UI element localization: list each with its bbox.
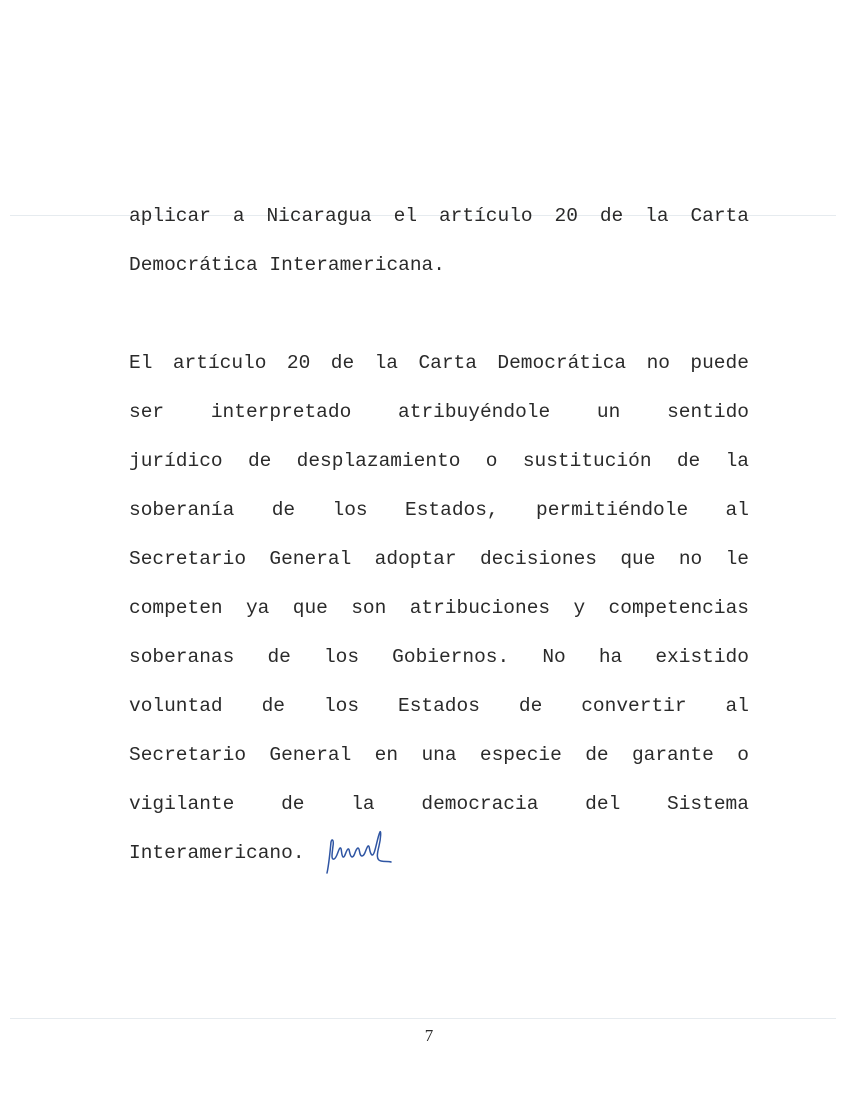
word: jurídico [129, 450, 223, 472]
word: especie [479, 744, 562, 766]
text-line [129, 731, 749, 780]
word: al [725, 499, 749, 521]
text-line [129, 633, 749, 682]
word: de [599, 205, 624, 227]
handwritten-signature-icon [317, 828, 397, 878]
word: artículo [172, 352, 267, 374]
word: de [585, 744, 609, 766]
word: interpretado [210, 401, 352, 423]
word: Secretario [129, 744, 247, 766]
line-text: Democrática Interamericana. [129, 254, 445, 276]
word: 20 [554, 205, 578, 227]
word: de [281, 793, 305, 815]
word: la [351, 793, 375, 815]
word: sentido [667, 401, 749, 423]
word: de [676, 450, 701, 472]
text-line [129, 437, 749, 486]
word: El [129, 352, 153, 374]
word: ser [129, 401, 165, 423]
text-line [129, 535, 749, 584]
word: aplicar [129, 205, 211, 227]
word: Estados [398, 695, 480, 717]
word: Estados, [405, 499, 499, 521]
word: de [261, 695, 285, 717]
word: vigilante [129, 793, 235, 815]
word: de [267, 646, 291, 668]
text-line [129, 829, 749, 878]
word: democracia [421, 793, 539, 815]
word: le [725, 548, 749, 570]
word: de [247, 450, 272, 472]
word: un [596, 401, 621, 423]
text-line [129, 780, 749, 829]
word: los [323, 646, 360, 668]
word: la [645, 205, 669, 227]
word: de [518, 695, 543, 717]
word: decisiones [479, 548, 597, 570]
word: General [269, 744, 352, 766]
text-line [129, 339, 749, 388]
word: soberanas [129, 646, 235, 668]
word: no [678, 548, 703, 570]
word: una [421, 744, 457, 766]
word: General [269, 548, 352, 570]
word: ha [598, 646, 623, 668]
word: atribuyéndole [398, 401, 551, 423]
word: al [725, 695, 749, 717]
word: son [351, 597, 387, 619]
word: 20 [286, 352, 311, 374]
paragraph-2 [129, 339, 749, 878]
word: voluntad [129, 695, 223, 717]
word: artículo [438, 205, 533, 227]
word: la [725, 450, 749, 472]
word: Nicaragua [266, 205, 372, 227]
word: adoptar [374, 548, 457, 570]
word: que [620, 548, 656, 570]
word: en [374, 744, 399, 766]
text-line [129, 584, 749, 633]
word: los [323, 695, 360, 717]
word: Carta [418, 352, 477, 374]
footer-divider [10, 1018, 836, 1019]
word: o [737, 744, 749, 766]
text-line [129, 241, 749, 290]
word: existido [655, 646, 749, 668]
word: Gobiernos. [392, 646, 510, 668]
word: a [232, 205, 245, 227]
text-line [129, 682, 749, 731]
word: que [292, 597, 328, 619]
word: y [573, 597, 586, 619]
word: competen [129, 597, 223, 619]
word: sustitución [522, 450, 652, 472]
word: no [646, 352, 670, 374]
word: puede [690, 352, 749, 374]
page-number: 7 [424, 1026, 434, 1045]
word: Democrática [497, 352, 627, 374]
word: los [332, 499, 368, 521]
paragraph-1 [129, 192, 749, 290]
text-line [129, 486, 749, 535]
line-text: Interamericano. [129, 842, 305, 864]
word: Secretario [129, 548, 247, 570]
word: No [542, 646, 566, 668]
word: permitiéndole [536, 499, 689, 521]
word: o [485, 450, 498, 472]
word: de [271, 499, 296, 521]
word: competencias [608, 597, 749, 619]
word: desplazamiento [296, 450, 461, 472]
word: la [374, 352, 398, 374]
word: el [393, 205, 418, 227]
word: convertir [581, 695, 687, 717]
word: garante [631, 744, 714, 766]
word: ya [245, 597, 270, 619]
text-line [129, 192, 749, 241]
word: del [585, 793, 621, 815]
word: Sistema [667, 793, 749, 815]
text-line [129, 388, 749, 437]
word: de [330, 352, 355, 374]
word: Carta [690, 205, 749, 227]
word: atribuciones [409, 597, 551, 619]
word: soberanía [129, 499, 235, 521]
